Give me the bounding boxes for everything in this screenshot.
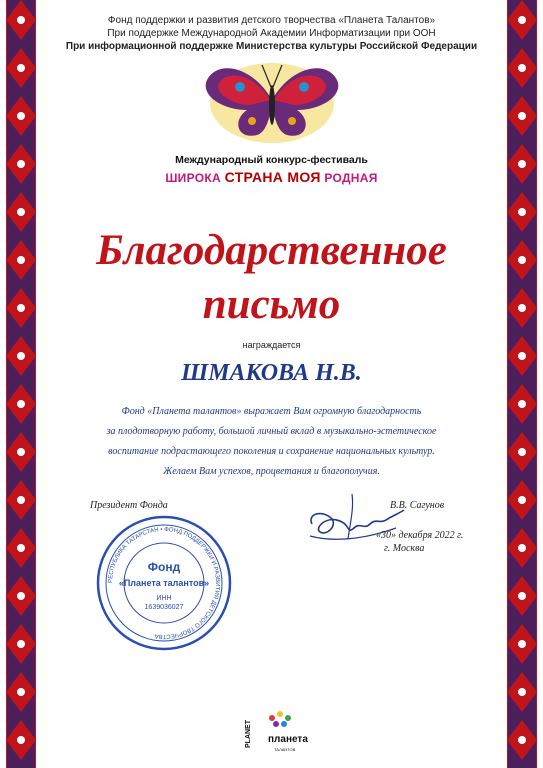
planeta-talantov-logo <box>240 700 320 758</box>
contest-name-part3: РОДНАЯ <box>320 171 378 185</box>
foundation-stamp <box>94 513 234 653</box>
letter-title-line2: письмо <box>202 281 341 328</box>
letter-body <box>42 402 501 482</box>
contest-name <box>42 169 501 185</box>
stamp-center-line1: Фонд <box>147 560 181 574</box>
contest-name-part1: ШИРОКА <box>165 171 225 185</box>
letter-title-line1: Благодарственное <box>96 227 447 274</box>
stamp-ring-text: РЕСПУБЛИКА ТАТАРСТАН • ФОНД ПОДДЕРЖКИ И РАЗВИТИЯ ДЕТСКОГО ТВОРЧЕСТВА <box>107 526 221 640</box>
logo-main-text: планета <box>268 734 308 745</box>
contest-name-part2: СТРАНА МОЯ <box>224 169 321 185</box>
header-support-line: При поддержке Международной Академии Информатизации при ООН <box>107 28 436 39</box>
stamp-inn-number: 1639036027 <box>144 604 184 611</box>
body-line: за плодотворную работу, большой личный вклад в музыкально-эстетическое <box>106 426 437 437</box>
left-ornament-border <box>0 0 42 768</box>
letter-date: «30» декабря 2022 г. <box>376 530 464 541</box>
signer-name: В.В. Сагунов <box>390 500 445 511</box>
president-label: Президент Фонда <box>90 500 168 511</box>
right-ornament-border <box>501 0 543 768</box>
awarded-label: награждается <box>242 340 301 350</box>
stamp-center-line2: «Планета талантов» <box>118 578 210 588</box>
body-line: Фонд «Планета талантов» выражает Вам огромную благодарность <box>121 406 422 417</box>
header-foundation-line: Фонд поддержки и развития детского творчества «Планета Талантов» <box>107 15 436 26</box>
letter-content <box>42 0 501 768</box>
body-line: воспитание подрастающего поколения и сохранение национальных культур. <box>108 446 435 457</box>
header-ministry-line: При информационной поддержке Министерства культуры Российской Федерации <box>65 41 478 52</box>
logo-side-text: PLANET <box>245 720 252 748</box>
stamp-inn-label: ИНН <box>156 595 172 602</box>
letter-city: г. Москва <box>384 543 425 554</box>
body-line: Желаем Вам успехов, процветания и благополучия. <box>163 466 380 477</box>
butterfly-emblem <box>192 55 352 145</box>
recipient-name: ШМАКОВА Н.В. <box>181 360 362 386</box>
logo-small-text: ТАЛАНТОВ <box>274 747 296 752</box>
contest-title: Международный конкурс-фестиваль <box>175 154 368 166</box>
